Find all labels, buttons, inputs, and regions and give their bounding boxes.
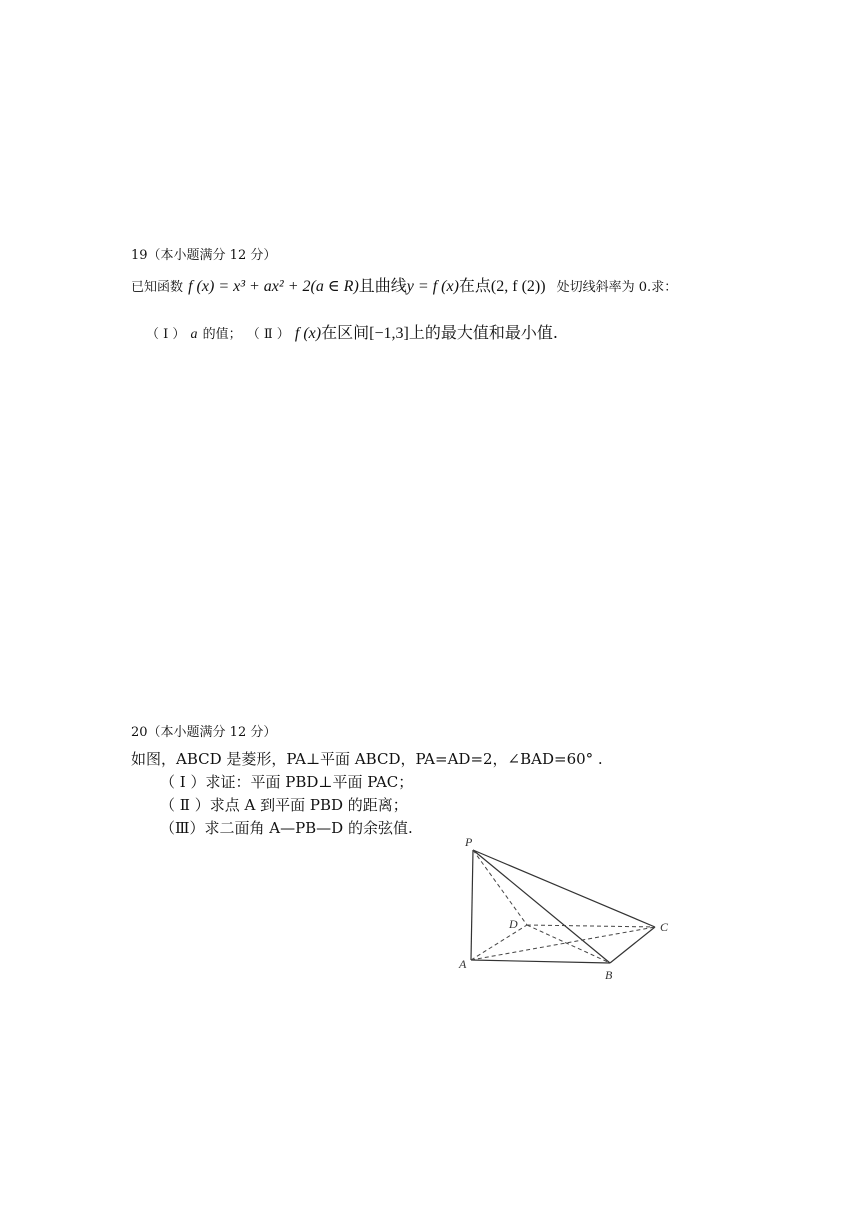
pyramid-figure bbox=[455, 830, 685, 990]
problem-19-stem bbox=[131, 273, 677, 296]
vertex-label-B: B bbox=[605, 968, 613, 982]
edge-DC bbox=[527, 925, 655, 927]
problem-19-header: 19（本小题满分 12 分） bbox=[131, 248, 277, 263]
problem-19-parts bbox=[146, 320, 558, 343]
vertex-label-P: P bbox=[465, 835, 473, 849]
curve-expression: y = f (x) bbox=[406, 278, 459, 295]
problem-20-stem: 如图，ABCD 是菱形，PA⊥平面 ABCD，PA=AD=2，∠BAD=60° . bbox=[131, 750, 603, 768]
problem-20-part-2: （ Ⅱ ）求点 A 到平面 PBD 的距离； bbox=[160, 796, 408, 814]
edge-AB bbox=[471, 960, 610, 963]
edge-BC bbox=[610, 927, 655, 963]
part-2-interval: [−1,3] bbox=[369, 325, 409, 342]
part-1-variable: a bbox=[190, 327, 198, 342]
vertex-label-C: C bbox=[660, 920, 669, 934]
edge-PC bbox=[473, 850, 655, 927]
part-2-text-a: 在区间 bbox=[321, 323, 370, 342]
problem-20-header: 20（本小题满分 12 分） bbox=[131, 725, 277, 740]
stem-middle-2: 在点 bbox=[458, 276, 491, 295]
function-definition: f (x) = x³ + ax² + 2(a ∈ R) bbox=[188, 278, 359, 295]
stem-suffix: 处切线斜率为 0.求： bbox=[556, 280, 678, 295]
point-expression: (2, f (2)) bbox=[490, 278, 546, 295]
edge-PA bbox=[471, 850, 473, 960]
part-1-text: 的值； bbox=[202, 327, 242, 342]
part-1-label: （ Ⅰ ） bbox=[146, 327, 186, 342]
part-2-function: f (x) bbox=[294, 325, 322, 342]
diagonal-AC bbox=[471, 927, 655, 960]
vertex-label-A: A bbox=[459, 957, 467, 971]
part-2-text-b: 上的最大值和最小值. bbox=[408, 323, 558, 342]
part-2-label: （ Ⅱ ） bbox=[246, 327, 290, 342]
stem-prefix: 已知函数 bbox=[131, 280, 184, 295]
diagonal-BD bbox=[527, 925, 610, 963]
edge-PB bbox=[473, 850, 610, 963]
vertex-label-D: D bbox=[509, 917, 518, 931]
problem-20-part-3: （Ⅲ）求二面角 A—PB—D 的余弦值. bbox=[160, 819, 413, 837]
stem-middle: 且曲线 bbox=[358, 276, 407, 295]
problem-20-part-1: （ Ⅰ ）求证：平面 PBD⊥平面 PAC； bbox=[160, 773, 414, 791]
